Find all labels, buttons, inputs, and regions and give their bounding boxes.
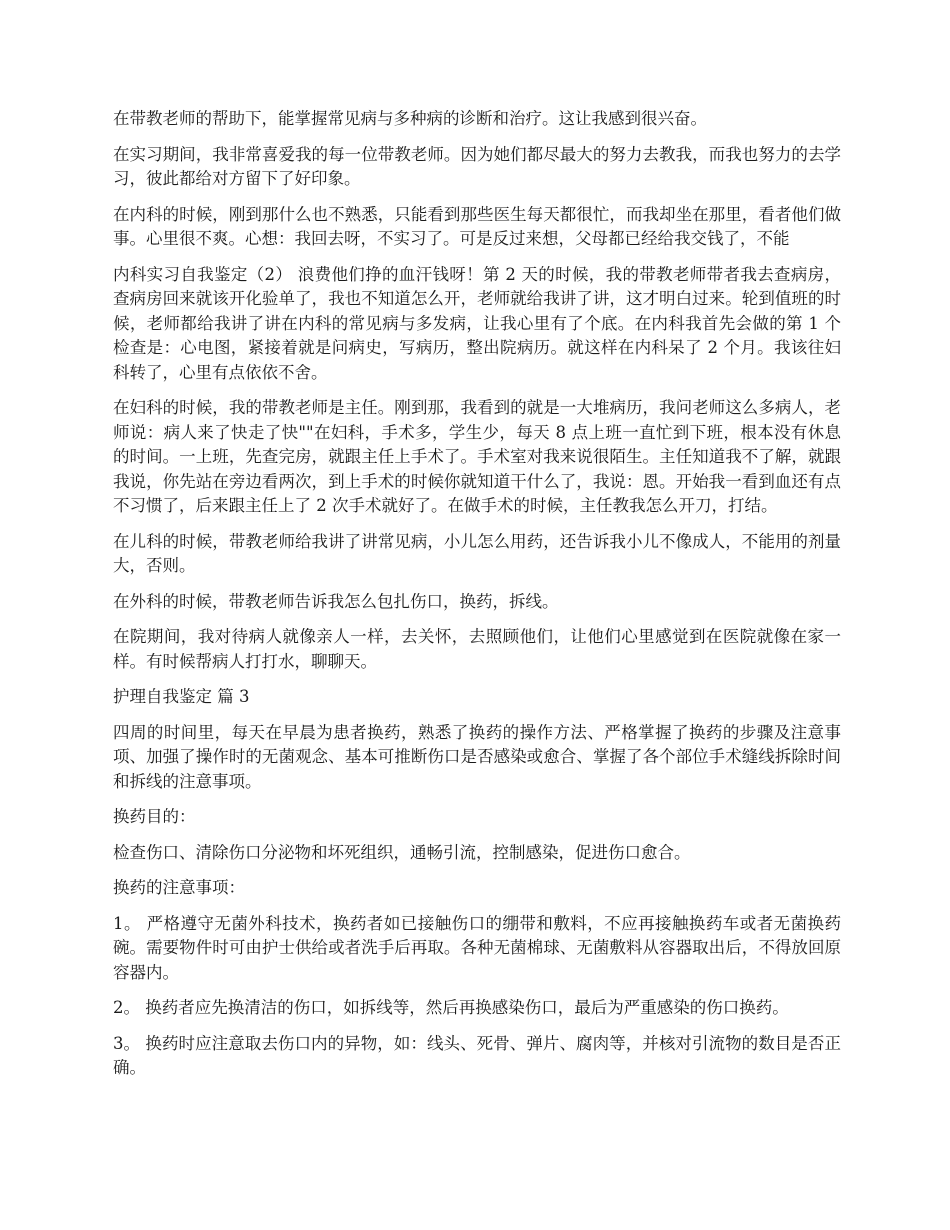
paragraph: 在妇科的时候，我的带教老师是主任。刚到那，我看到的就是一大堆病历，我问老师这么多病人，老师说：病人来了快走了快""在妇科，手术多，学生少，每天 8 点上班一直忙到下班，根本没有休息的时间。一上班，先查完房，就跟主任上手术了。手术室对我来说很陌生。主任知道我不了解，就跟我说，你先站在旁边看两次，到上手术的时候你就知道干什么了，我说：恩。开始我一看到血还有点不习惯了，后来跟主任上了 2 次手术就好了。在做手术的时候，主任教我怎么开刀，打结。: [113, 398, 841, 515]
paragraph: 在院期间，我对待病人就像亲人一样，去关怀，去照顾他们，让他们心里感觉到在医院就像在家一样。有时候帮病人打打水，聊聊天。: [113, 627, 841, 671]
paragraph: 在儿科的时候，带教老师给我讲了讲常见病，小儿怎么用药，还告诉我小儿不像成人，不能用的剂量大，否则。: [113, 531, 841, 575]
paragraph: 四周的时间里，每天在早晨为患者换药，熟悉了换药的操作方法、严格掌握了换药的步骤及注意事项、加强了操作时的无菌观念、基本可推断伤口是否感染或愈合、掌握了各个部位手术缝线拆除时间和拆线的注意事项。: [113, 722, 841, 791]
list-item: 1。 严格遵守无菌外科技术，换药者如已接触伤口的绷带和敷料，不应再接触换药车或者无菌换药碗。需要物件时可由护士供给或者洗手后再取。各种无菌棉球、无菌敷料从容器取出后，不得放回原容器内。: [113, 913, 841, 982]
document-body: [113, 107, 841, 1092]
paragraph: 检查伤口、清除伤口分泌物和坏死组织，通畅引流，控制感染，促进伤口愈合。: [113, 842, 691, 862]
list-item: 3。 换药时应注意取去伤口内的异物，如：线头、死骨、弹片、腐肉等，并核对引流物的数目是否正确。: [113, 1033, 841, 1077]
subheading: 换药的注意事项：: [113, 878, 245, 897]
paragraph: 内科实习自我鉴定（2） 浪费他们挣的血汗钱呀！第 2 天的时候，我的带教老师带者我去查病房，查病房回来就该开化验单了，我也不知道怎么开，老师就给我讲了讲，这才明白过来。轮到值班的时候，老师都给我讲了讲在内科的常见病与多发病，让我心里有了个底。在内科我首先会做的第 1 个检查是：心电图，紧接着就是问病史，写病历，整出院病历。就这样在内科呆了 2 个月。我该往妇科转了，心里有点依依不舍。: [113, 264, 841, 382]
paragraph: 在实习期间，我非常喜爱我的每一位带教老师。因为她们都尽最大的努力去教我，而我也努力的去学习，彼此都给对方留下了好印象。: [113, 144, 841, 188]
list-item: 2。 换药者应先换清洁的伤口，如拆线等，然后再换感染伤口，最后为严重感染的伤口换药。: [113, 998, 789, 1017]
paragraph: 在带教老师的帮助下，能掌握常见病与多种病的诊断和治疗。这让我感到很兴奋。: [113, 109, 707, 128]
section-heading: 护理自我鉴定 篇 3: [113, 687, 250, 706]
paragraph: 在外科的时候，带教老师告诉我怎么包扎伤口，换药，拆线。: [113, 591, 559, 611]
paragraph: 在内科的时候，刚到那什么也不熟悉，只能看到那些医生每天都很忙，而我却坐在那里，看者他们做事。心里很不爽。心想：我回去呀，不实习了。可是反过来想，父母都已经给我交钱了，不能: [113, 204, 841, 248]
subheading: 换药目的：: [113, 807, 196, 826]
